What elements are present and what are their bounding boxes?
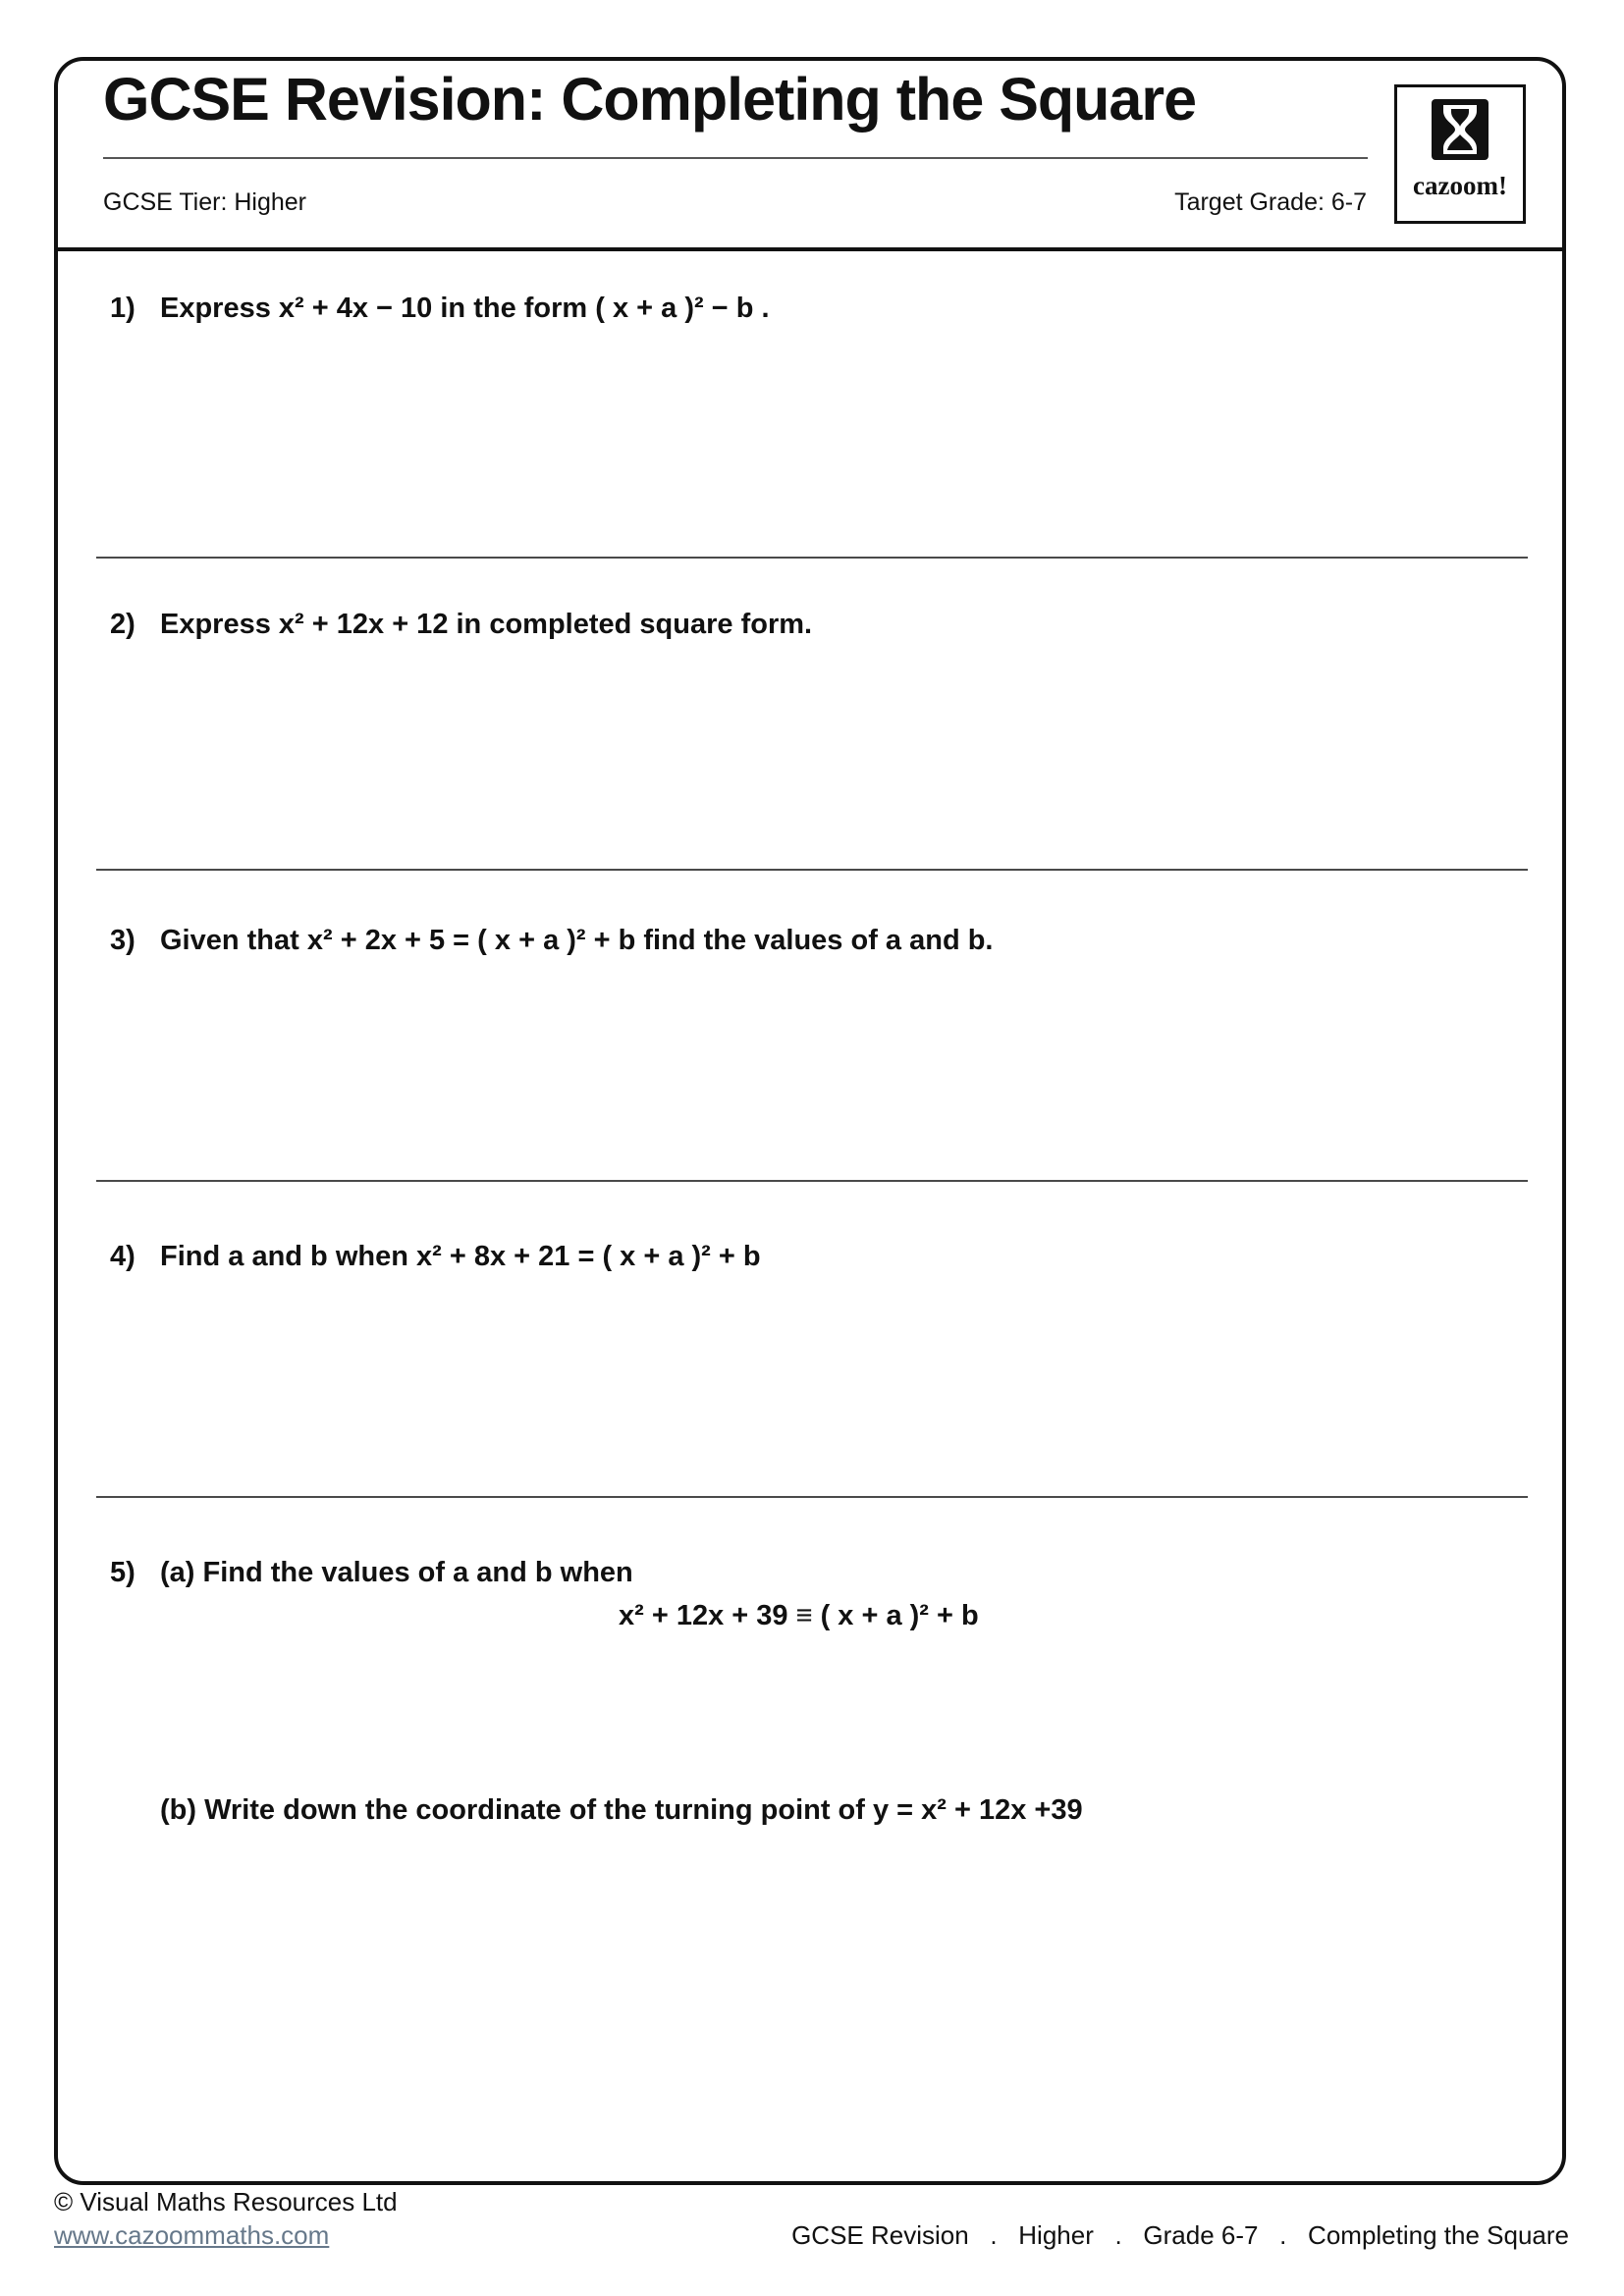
question-4-text: Find a and b when x² + 8x + 21 = ( x + a )² + b	[160, 1241, 761, 1272]
tier-label: GCSE Tier: Higher	[103, 188, 307, 216]
title-underline	[103, 157, 1368, 159]
footer-copyright: © Visual Maths Resources Ltd	[54, 2187, 398, 2216]
question-1-text: Express x² + 4x − 10 in the form ( x + a )² − b .	[160, 293, 770, 324]
question-5b-text: (b) Write down the coordinate of the turning point of y = x² + 12x +39	[160, 1794, 1083, 1826]
question-5a-intro: (a) Find the values of a and b when	[160, 1557, 633, 1588]
footer-breadcrumb: GCSE Revision . Higher . Grade 6-7 . Completing the Square	[791, 2220, 1569, 2250]
header-divider	[56, 247, 1564, 251]
question-5-number: 5)	[110, 1557, 135, 1588]
question-3-number: 3)	[110, 925, 135, 956]
question-1-number: 1)	[110, 293, 135, 324]
question-5a-equation: x² + 12x + 39 ≡ ( x + a )² + b	[619, 1600, 979, 1631]
page-title: GCSE Revision: Completing the Square	[103, 66, 1196, 133]
footer-website-link[interactable]: www.cazoommaths.com	[54, 2220, 330, 2250]
question-4-number: 4)	[110, 1241, 135, 1272]
logo-text: cazoom!	[1413, 171, 1507, 200]
question-separator	[96, 557, 1528, 559]
question-3-text: Given that x² + 2x + 5 = ( x + a )² + b find the values of a and b.	[160, 925, 994, 956]
question-separator	[96, 1180, 1528, 1182]
worksheet-frame	[54, 57, 1566, 2185]
question-separator	[96, 869, 1528, 871]
question-2-text: Express x² + 12x + 12 in completed square form.	[160, 609, 813, 640]
question-separator	[96, 1496, 1528, 1498]
hourglass-icon	[1426, 87, 1494, 169]
cazoom-logo	[1394, 84, 1526, 224]
question-2-number: 2)	[110, 609, 135, 640]
target-grade-label: Target Grade: 6-7	[1174, 188, 1367, 216]
